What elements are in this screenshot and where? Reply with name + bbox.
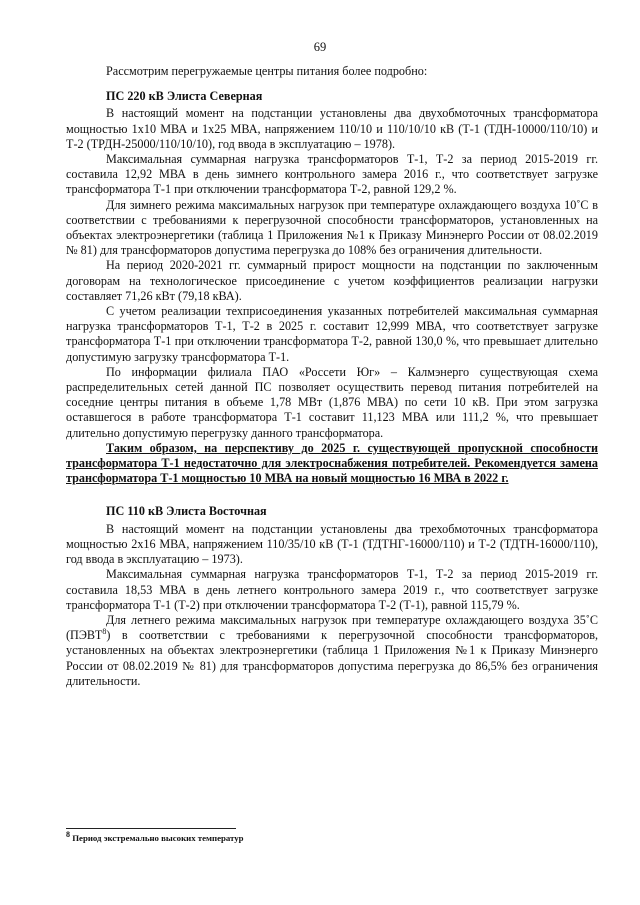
footnote-text [66, 830, 598, 843]
document-body [66, 64, 598, 689]
paragraph [66, 613, 598, 689]
paragraph: По информации филиала ПАО «Россети Юг» – Калмэнерго существующая схема распределительных сетей данной ПС позволяет осуществить перевод питания потребителей на соседние центры питания в объеме 1,78 МВт (1,876 МВА) по сети 10 кВ. При этом загрузка оставшегося в работе трансформатора Т-1 составит 11,123 МВА или 111,2 %, что превышает длительно допустимую перегрузку данного трансформатора. [66, 364, 598, 440]
paragraph: На период 2020-2021 гг. суммарный прирост мощности на подстанции по заключенным договорам на технологическое присоединение с учетом коэффициентов реализации нагрузки составляет 71,26 кВт (79,18 кВА). [66, 258, 598, 303]
footnote-divider [66, 828, 236, 829]
footnote-mark: 8 [66, 830, 70, 840]
footnote-reference: 8 [102, 627, 107, 637]
paragraph: Для зимнего режима максимальных нагрузок при температуре охлаждающего воздуха 10˚С в соответствии с требованиями к перегрузочной способности трансформаторов, установленных на объектах электроэнергетики (таблица 1 Приложения №1 к Приказу Минэнерго России от 08.02.2019 № 81) для трансформаторов допустима перегрузка до 108% без ограничения длительности. [66, 197, 598, 258]
footnote [66, 828, 598, 843]
paragraph: В настоящий момент на подстанции установлены два двухобмоточных трансформатора мощностью 1х10 МВА и 1х25 МВА, напряжением 110/10 и 110/10/10 кВ (Т-1 (ТДН-10000/110/10) и Т-2 (ТРДН-25000/110/10/10), год ввода в эксплуатацию – 1978). [66, 106, 598, 151]
paragraph: С учетом реализации техприсоединения указанных потребителей максимальная суммарная нагрузка трансформаторов Т-1, Т-2 в 2025 г. составит 12,999 МВА, что соответствует загрузке трансформатора Т-1 при отключении трансформатора Т-2, равной 130,0 %, что превышает длительно допустимую загрузку трансформатора Т-1. [66, 304, 598, 364]
section-heading-elista-severnaya: ПС 220 кВ Элиста Северная [106, 89, 263, 104]
intro-paragraph: Рассмотрим перегружаемые центры питания более подробно: [106, 64, 428, 78]
paragraph-text: ) в соответствии с требованиями к перегрузочной способности трансформаторов, установленных на объектах электроэнергетики (таблица 1 Приложения №1 к Приказу Минэнерго России от 08.02.2019 № 81) для трансформаторов допустима перегрузка до 86,5% без ограничения длительности. [66, 628, 598, 688]
section-heading-elista-vostochnaya: ПС 110 кВ Элиста Восточная [106, 504, 267, 519]
paragraph-text: Для летнего режима максимальных нагрузок при температуре охлаждающего воздуха 35˚С (ПЭВТ [66, 612, 598, 643]
conclusion-paragraph: Таким образом, на перспективу до 2025 г. существующей пропускной способности трансформатора Т-1 недостаточно для электроснабжения потребителей. Рекомендуется замена трансформатора Т-1 мощностью 10 МВА на новый мощностью 16 МВА в 2022 г. [66, 440, 598, 486]
page-number: 69 [313, 40, 327, 54]
footnote-label: Период экстремально высоких температур [70, 833, 244, 843]
paragraph: Максимальная суммарная нагрузка трансформаторов Т-1, Т-2 за период 2015-2019 гг. составила 18,53 МВА в день летнего контрольного замера 2019 г., что соответствует загрузке трансформатора Т-1 (Т-2) при отключении трансформатора Т-2 (Т-1), равной 115,79 %. [66, 567, 598, 612]
paragraph: Максимальная суммарная нагрузка трансформаторов Т-1, Т-2 за период 2015-2019 гг. составила 12,92 МВА в день зимнего контрольного замера 2016 г., что соответствует загрузке трансформатора Т-1 при отключении трансформатора Т-2, равной 129,2 %. [66, 152, 598, 197]
paragraph: В настоящий момент на подстанции установлены два трехобмоточных трансформатора мощностью 2х16 МВА, напряжением 110/35/10 кВ (Т-1 (ТДТНГ-16000/110) и Т-2 (ТДТН-16000/110), год ввода в эксплуатацию – 1973). [66, 521, 598, 567]
